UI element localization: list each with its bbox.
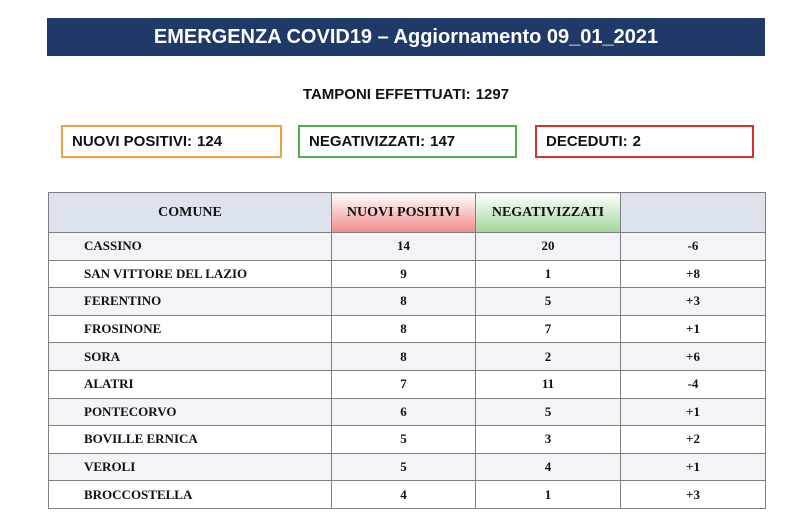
header-variazione	[621, 193, 766, 233]
cell-negativizzati: 4	[476, 453, 621, 481]
cell-nuovi-positivi: 8	[332, 315, 476, 343]
cell-negativizzati: 20	[476, 233, 621, 261]
cell-comune: ALATRI	[49, 370, 332, 398]
page-title: EMERGENZA COVID19 – Aggiornamento 09_01_2021	[47, 18, 765, 56]
cell-nuovi-positivi: 7	[332, 370, 476, 398]
cell-nuovi-positivi: 5	[332, 453, 476, 481]
kpi-deceduti-value: 2	[632, 133, 642, 150]
cell-nuovi-positivi: 14	[332, 233, 476, 261]
cell-comune: SAN VITTORE DEL LAZIO	[49, 260, 332, 288]
table-row	[49, 260, 766, 288]
kpi-nuovi-positivi-label: NUOVI POSITIVI:	[72, 133, 193, 150]
cell-negativizzati: 1	[476, 260, 621, 288]
cell-variazione: +1	[621, 453, 766, 481]
cell-variazione: +1	[621, 398, 766, 426]
cell-negativizzati: 5	[476, 398, 621, 426]
table-row	[49, 426, 766, 454]
cell-variazione: +1	[621, 315, 766, 343]
cell-negativizzati: 2	[476, 343, 621, 371]
table-row	[49, 370, 766, 398]
cell-nuovi-positivi: 8	[332, 343, 476, 371]
cell-negativizzati: 3	[476, 426, 621, 454]
cell-nuovi-positivi: 9	[332, 260, 476, 288]
cell-nuovi-positivi: 4	[332, 481, 476, 509]
header-negativizzati: NEGATIVIZZATI	[476, 193, 621, 233]
cell-comune: FROSINONE	[49, 315, 332, 343]
kpi-deceduti	[535, 125, 754, 158]
cell-nuovi-positivi: 6	[332, 398, 476, 426]
kpi-negativizzati	[298, 125, 517, 158]
kpi-negativizzati-label: NEGATIVIZZATI:	[309, 133, 426, 150]
cell-comune: VEROLI	[49, 453, 332, 481]
table-row	[49, 233, 766, 261]
cell-variazione: +3	[621, 288, 766, 316]
tamponi-summary	[0, 86, 800, 103]
table-row	[49, 288, 766, 316]
table-row	[49, 453, 766, 481]
cell-comune: PONTECORVO	[49, 398, 332, 426]
cell-comune: BROCCOSTELLA	[49, 481, 332, 509]
cell-comune: FERENTINO	[49, 288, 332, 316]
cell-negativizzati: 7	[476, 315, 621, 343]
tamponi-value: 1297	[475, 86, 510, 103]
cell-negativizzati: 5	[476, 288, 621, 316]
cell-variazione: -6	[621, 233, 766, 261]
cell-nuovi-positivi: 8	[332, 288, 476, 316]
table-row	[49, 481, 766, 509]
cell-variazione: +3	[621, 481, 766, 509]
kpi-negativizzati-value: 147	[430, 133, 456, 150]
cell-variazione: +2	[621, 426, 766, 454]
cell-negativizzati: 1	[476, 481, 621, 509]
kpi-nuovi-positivi	[61, 125, 282, 158]
kpi-nuovi-positivi-value: 124	[197, 133, 223, 150]
cell-variazione: +8	[621, 260, 766, 288]
cell-negativizzati: 11	[476, 370, 621, 398]
cell-nuovi-positivi: 5	[332, 426, 476, 454]
cell-variazione: +6	[621, 343, 766, 371]
cell-comune: SORA	[49, 343, 332, 371]
cell-comune: BOVILLE ERNICA	[49, 426, 332, 454]
table-row	[49, 343, 766, 371]
header-nuovi-positivi: NUOVI POSITIVI	[332, 193, 476, 233]
header-comune: COMUNE	[49, 193, 332, 233]
table-row	[49, 315, 766, 343]
comuni-table	[48, 192, 766, 509]
cell-comune: CASSINO	[49, 233, 332, 261]
kpi-deceduti-label: DECEDUTI:	[546, 133, 628, 150]
cell-variazione: -4	[621, 370, 766, 398]
table-header-row	[49, 193, 766, 233]
table-row	[49, 398, 766, 426]
tamponi-label: TAMPONI EFFETTUATI:	[302, 86, 471, 103]
